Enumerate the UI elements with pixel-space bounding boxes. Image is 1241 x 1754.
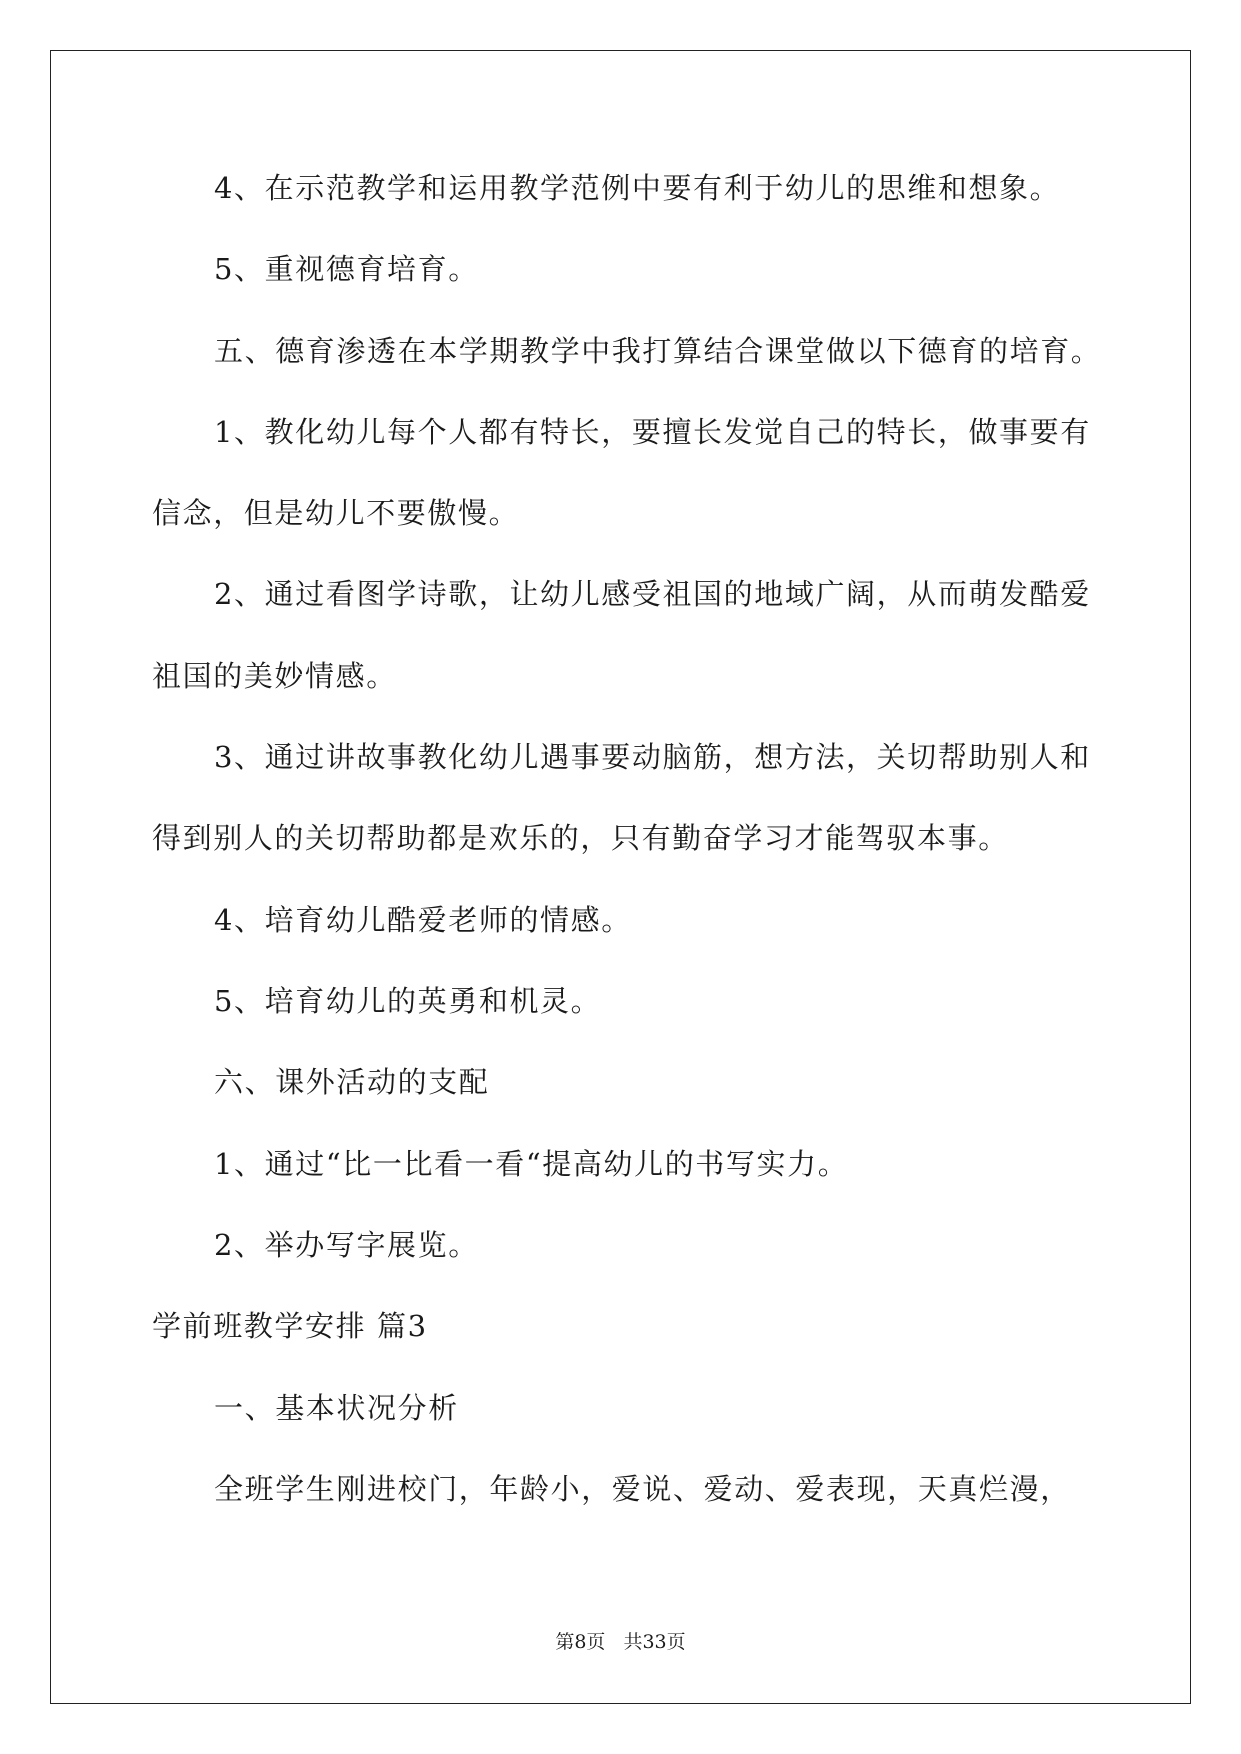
page-total: 共33页 xyxy=(623,1631,686,1653)
paragraph-line: 4、培育幼儿酷爱老师的情感。 xyxy=(214,903,632,937)
section-heading: 一、基本状况分析 xyxy=(214,1391,459,1425)
paragraph-line: 2、举办写字展览。 xyxy=(214,1228,479,1262)
paragraph-line: 全班学生刚进校门，年龄小，爱说、爱动、爱表现，天真烂漫， xyxy=(214,1472,1071,1506)
section-heading: 六、课外活动的支配 xyxy=(214,1065,490,1099)
article-title: 学前班教学安排 篇3 xyxy=(152,1309,428,1343)
paragraph-line: 得到别人的关切帮助都是欢乐的，只有勤奋学习才能驾驭本事。 xyxy=(152,821,1009,855)
paragraph-line: 祖国的美妙情感。 xyxy=(152,659,397,693)
section-heading: 五、德育渗透在本学期教学中我打算结合课堂做以下德育的培育。 xyxy=(214,334,1102,368)
paragraph-line: 3、通过讲故事教化幼儿遇事要动脑筋，想方法，关切帮助别人和 xyxy=(214,740,1091,774)
paragraph-line: 5、重视德育培育。 xyxy=(214,252,479,286)
page-number: 第8页 xyxy=(555,1631,606,1653)
paragraph-line: 2、通过看图学诗歌，让幼儿感受祖国的地域广阔，从而萌发酷爱 xyxy=(214,577,1091,611)
paragraph-line: 4、在示范教学和运用教学范例中要有利于幼儿的思维和想象。 xyxy=(214,171,1061,205)
paragraph-line: 1、教化幼儿每个人都有特长，要擅长发觉自己的特长，做事要有 xyxy=(214,415,1091,449)
page-border xyxy=(50,50,1191,1704)
paragraph-line: 5、培育幼儿的英勇和机灵。 xyxy=(214,984,602,1018)
paragraph-line: 信念，但是幼儿不要傲慢。 xyxy=(152,496,520,530)
paragraph-line: 1、通过“比一比看一看“提高幼儿的书写实力。 xyxy=(214,1147,849,1181)
page-footer xyxy=(0,1627,1241,1654)
